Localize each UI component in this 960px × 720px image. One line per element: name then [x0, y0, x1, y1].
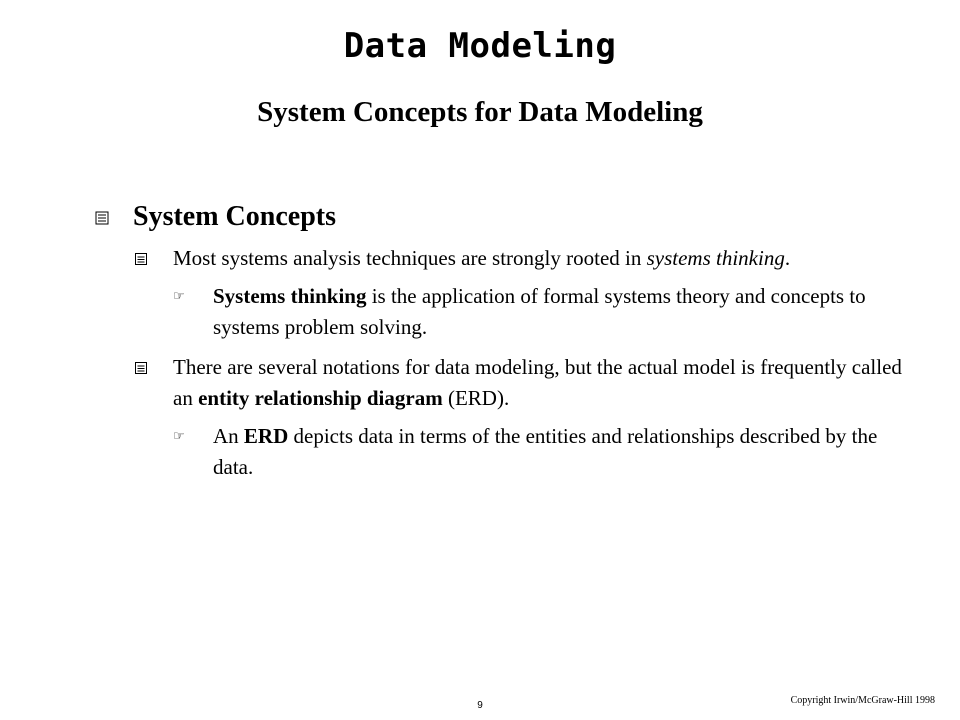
bullet-level2 — [135, 352, 915, 414]
bullet-text: (ERD). — [442, 386, 510, 410]
bullet-text: . — [784, 246, 791, 270]
bold-term: ERD — [243, 424, 289, 448]
slide-title: Data Modeling — [343, 26, 617, 66]
bullet-text: is the application of formal systems theory and concepts to systems problem solving. — [213, 284, 866, 339]
stacked-lines-icon — [135, 253, 147, 265]
bullet-level2 — [135, 243, 915, 274]
heading-text: System Concepts — [133, 201, 336, 232]
bold-term: entity relationship diagram — [198, 386, 443, 410]
hand-pointer-icon: ☞ — [173, 429, 185, 444]
bullet-text: There are several notations for data modeling, but the actual model is frequently called an — [173, 355, 902, 410]
hand-pointer-icon: ☞ — [173, 289, 185, 304]
bullet-level3 — [173, 421, 915, 483]
bullet-list — [95, 200, 915, 483]
page-number: 9 — [477, 700, 483, 711]
emphasis-text: systems thinking — [646, 246, 785, 270]
copyright-notice: Copyright Irwin/McGraw-Hill 1998 — [790, 695, 935, 706]
stacked-lines-icon — [95, 211, 109, 225]
bullet-text: depicts data in terms of the entities and relationships described by the data. — [213, 424, 878, 479]
bold-term: Systems thinking — [213, 284, 367, 308]
slide-subtitle: System Concepts for Data Modeling — [257, 96, 703, 128]
bullet-text: An — [213, 424, 244, 448]
stacked-lines-icon — [135, 362, 147, 374]
bullet-level3 — [173, 281, 915, 343]
bullet-text: Most systems analysis techniques are strongly rooted in — [173, 246, 647, 270]
bullet-level1 — [95, 200, 915, 234]
